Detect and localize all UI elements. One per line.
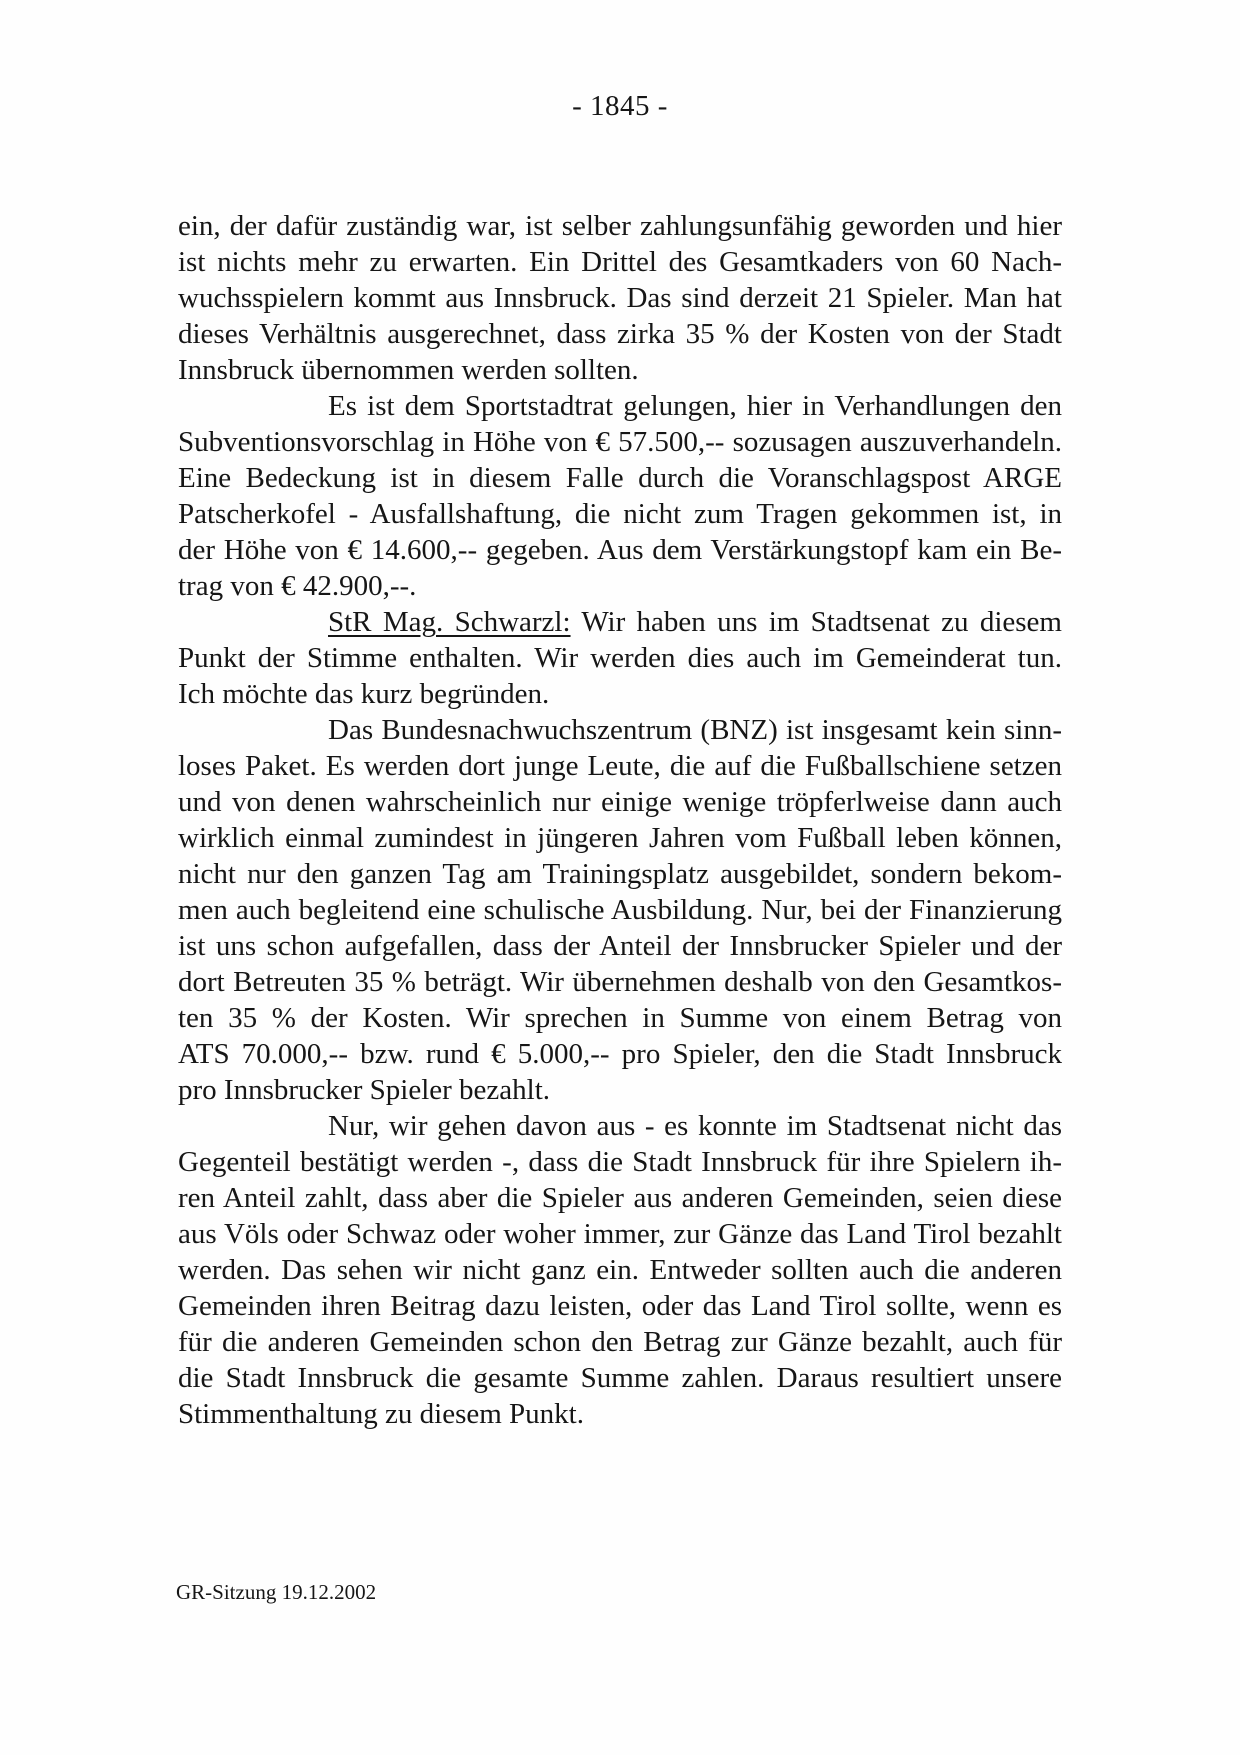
text-line: ein, der dafür zuständig war, ist selber zahlungsunfähig geworden und hier: [178, 210, 1062, 242]
paragraph: [178, 604, 1062, 712]
text-line: Eine Bedeckung ist in diesem Falle durch die Voranschlagspost ARGE: [178, 462, 1062, 494]
text-line: ATS 70.000,-- bzw. rund € 5.000,-- pro Spieler, den die Stadt Innsbruck: [178, 1038, 1062, 1070]
text-line: [178, 604, 1062, 640]
text-line: Innsbruck übernommen werden sollten.: [178, 354, 639, 386]
text-line: loses Paket. Es werden dort junge Leute, die auf die Fußballschiene setzen: [178, 750, 1062, 782]
text-line: Gemeinden ihren Beitrag dazu leisten, oder das Land Tirol sollte, wenn es: [178, 1290, 1062, 1322]
paragraph: [178, 208, 1062, 388]
text-line: ren Anteil zahlt, dass aber die Spieler aus anderen Gemeinden, seien diese: [178, 1182, 1062, 1214]
text-line: werden. Das sehen wir nicht ganz ein. Entweder sollten auch die anderen: [178, 1254, 1062, 1286]
text-line: Stimmenthaltung zu diesem Punkt.: [178, 1398, 584, 1430]
text-line: Subventionsvorschlag in Höhe von € 57.500,-- sozusagen auszuverhandeln.: [178, 426, 1062, 458]
text-line: aus Völs oder Schwaz oder woher immer, zur Gänze das Land Tirol bezahlt: [178, 1218, 1062, 1250]
speech-text: Wir haben uns im Stadtsenat zu diesem: [570, 606, 1062, 638]
text-line: Gegenteil bestätigt werden -, dass die Stadt Innsbruck für ihre Spielern ih-: [178, 1146, 1062, 1178]
text-line: der Höhe von € 14.600,-- gegeben. Aus dem Verstärkungstopf kam ein Be-: [178, 534, 1062, 566]
page-number: - 1845 -: [572, 90, 668, 122]
text-line: Nur, wir gehen davon aus - es konnte im Stadtsenat nicht das: [328, 1110, 1062, 1142]
text-line: wuchsspielern kommt aus Innsbruck. Das sind derzeit 21 Spieler. Man hat: [178, 282, 1062, 314]
paragraph: [178, 1108, 1062, 1432]
text-line: und von denen wahrscheinlich nur einige wenige tröpferlweise dann auch: [178, 786, 1062, 818]
text-line: Patscherkofel - Ausfallshaftung, die nicht zum Tragen gekommen ist, in: [178, 498, 1062, 530]
text-line: Ich möchte das kurz begründen.: [178, 678, 550, 710]
text-line: die Stadt Innsbruck die gesamte Summe zahlen. Daraus resultiert unsere: [178, 1362, 1062, 1394]
body-text: [178, 208, 1062, 1432]
text-line: Das Bundesnachwuchszentrum (BNZ) ist insgesamt kein sinn-: [328, 714, 1062, 746]
text-line: men auch begleitend eine schulische Ausbildung. Nur, bei der Finanzierung: [178, 894, 1062, 926]
text-line: ist nichts mehr zu erwarten. Ein Drittel des Gesamtkaders von 60 Nach-: [178, 246, 1062, 278]
speaker-name: StR Mag. Schwarzl:: [328, 606, 571, 638]
text-line: ist uns schon aufgefallen, dass der Anteil der Innsbrucker Spieler und der: [178, 930, 1062, 962]
text-line: trag von € 42.900,--.: [178, 570, 417, 602]
text-line: Punkt der Stimme enthalten. Wir werden dies auch im Gemeinderat tun.: [178, 642, 1062, 674]
text-line: ten 35 % der Kosten. Wir sprechen in Summe von einem Betrag von: [178, 1002, 1062, 1034]
text-line: nicht nur den ganzen Tag am Trainingsplatz ausgebildet, sondern bekom-: [178, 858, 1062, 890]
text-line: für die anderen Gemeinden schon den Betrag zur Gänze bezahlt, auch für: [178, 1326, 1062, 1358]
text-line: dieses Verhältnis ausgerechnet, dass zirka 35 % der Kosten von der Stadt: [178, 318, 1062, 350]
footer-session-label: GR-Sitzung 19.12.2002: [176, 1580, 377, 1604]
text-line: dort Betreuten 35 % beträgt. Wir übernehmen deshalb von den Gesamtkos-: [178, 966, 1062, 998]
text-line: wirklich einmal zumindest in jüngeren Jahren vom Fußball leben können,: [178, 822, 1062, 854]
text-line: Es ist dem Sportstadtrat gelungen, hier in Verhandlungen den: [328, 390, 1062, 422]
text-line: pro Innsbrucker Spieler bezahlt.: [178, 1074, 551, 1106]
paragraph: [178, 712, 1062, 1108]
paragraph: [178, 388, 1062, 604]
